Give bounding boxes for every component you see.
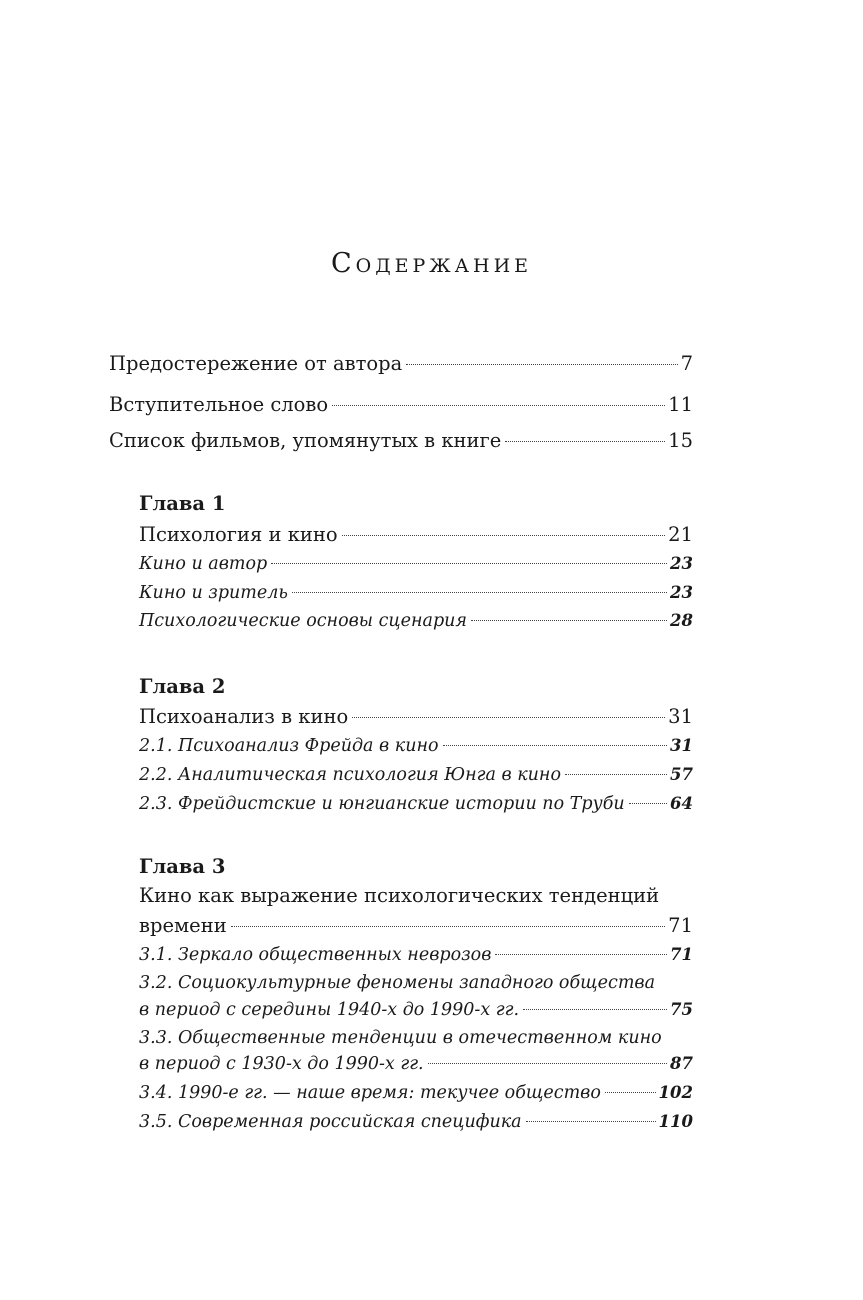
toc-entry-section[interactable] (139, 705, 693, 728)
leader-dots (526, 1121, 656, 1122)
toc-entry-subsection[interactable] (139, 583, 693, 603)
entry-title: 3.5. Современная российская специфика (139, 1112, 522, 1132)
page-title: Содержание (330, 248, 533, 279)
entry-title: Вступительное слово (109, 393, 329, 416)
entry-title: Психология и кино (139, 523, 338, 546)
leader-dots (495, 954, 667, 955)
entry-title: 3.4. 1990-е гг. — наше время: текучее общество (139, 1083, 601, 1103)
leader-dots (471, 620, 667, 621)
leader-dots (428, 1063, 667, 1064)
leader-dots (271, 563, 667, 564)
entry-page: 57 (670, 765, 693, 784)
entry-page: 71 (668, 914, 693, 937)
leader-dots (443, 745, 667, 746)
toc-entry-subsection[interactable] (139, 611, 693, 631)
entry-title: 2.2. Аналитическая психология Юнга в кино (139, 765, 561, 785)
entry-page: 64 (670, 794, 693, 813)
subsection-title-line-1: 3.3. Общественные тенденции в отечественном кино (139, 1028, 662, 1048)
entry-title-line-2: в период с 1930-х до 1990-х гг. (139, 1054, 424, 1074)
entry-page: 87 (670, 1054, 693, 1073)
leader-dots (292, 592, 667, 593)
entry-title: 2.3. Фрейдистские и юнгианские истории по Труби (139, 794, 625, 814)
toc-entry-subsection[interactable] (139, 945, 693, 965)
leader-dots (352, 717, 665, 718)
chapter-3-heading: Глава 3 (139, 855, 226, 878)
entry-title: 2.1. Психоанализ Фрейда в кино (139, 736, 439, 756)
entry-page: 110 (658, 1112, 693, 1131)
entry-title: 3.1. Зеркало общественных неврозов (139, 945, 492, 965)
leader-dots (629, 803, 667, 804)
toc-entry-subsection[interactable] (139, 1083, 693, 1103)
toc-entry-author-warning[interactable] (109, 352, 693, 375)
toc-entry-film-list[interactable] (109, 429, 693, 452)
toc-entry-subsection[interactable] (139, 736, 693, 756)
toc-entry-foreword[interactable] (109, 393, 693, 416)
subsection-title-line-1: 3.2. Социокультурные феномены западного общества (139, 973, 656, 993)
leader-dots (231, 926, 665, 927)
leader-dots (523, 1009, 667, 1010)
toc-entry-subsection[interactable] (139, 1054, 693, 1074)
entry-page: 71 (670, 945, 693, 964)
leader-dots (332, 405, 665, 406)
entry-title-line-2: в период с середины 1940-х до 1990-х гг. (139, 1000, 520, 1020)
leader-dots (565, 774, 667, 775)
entry-page: 31 (670, 736, 693, 755)
entry-page: 23 (670, 554, 693, 573)
entry-page: 7 (680, 352, 693, 375)
chapter-2-heading: Глава 2 (139, 675, 226, 698)
toc-entry-section[interactable] (139, 523, 693, 546)
toc-entry-subsection[interactable] (139, 1112, 693, 1132)
entry-page: 28 (670, 611, 693, 630)
entry-page: 31 (668, 705, 693, 728)
entry-title: Предостережение от автора (109, 352, 403, 375)
entry-title: Психологические основы сценария (139, 611, 468, 631)
entry-page: 75 (670, 1000, 693, 1019)
entry-title: Кино и автор (139, 554, 268, 574)
toc-entry-subsection[interactable] (139, 554, 693, 574)
entry-title: Список фильмов, упомянутых в книге (109, 429, 502, 452)
section-title-line-1: Кино как выражение психологических тенденций (139, 884, 660, 907)
chapter-1-heading: Глава 1 (139, 492, 226, 515)
toc-entry-subsection[interactable] (139, 794, 693, 814)
toc-entry-section[interactable] (139, 914, 693, 937)
leader-dots (505, 441, 665, 442)
entry-title: Кино и зритель (139, 583, 288, 603)
entry-title-line-2: времени (139, 914, 227, 937)
entry-page: 15 (668, 429, 693, 452)
toc-entry-subsection[interactable] (139, 1000, 693, 1020)
entry-title: Психоанализ в кино (139, 705, 349, 728)
entry-page: 23 (670, 583, 693, 602)
entry-page: 102 (658, 1083, 693, 1102)
leader-dots (342, 535, 666, 536)
leader-dots (605, 1092, 656, 1093)
toc-entry-subsection[interactable] (139, 765, 693, 785)
entry-page: 21 (668, 523, 693, 546)
leader-dots (406, 364, 677, 365)
entry-page: 11 (668, 393, 693, 416)
